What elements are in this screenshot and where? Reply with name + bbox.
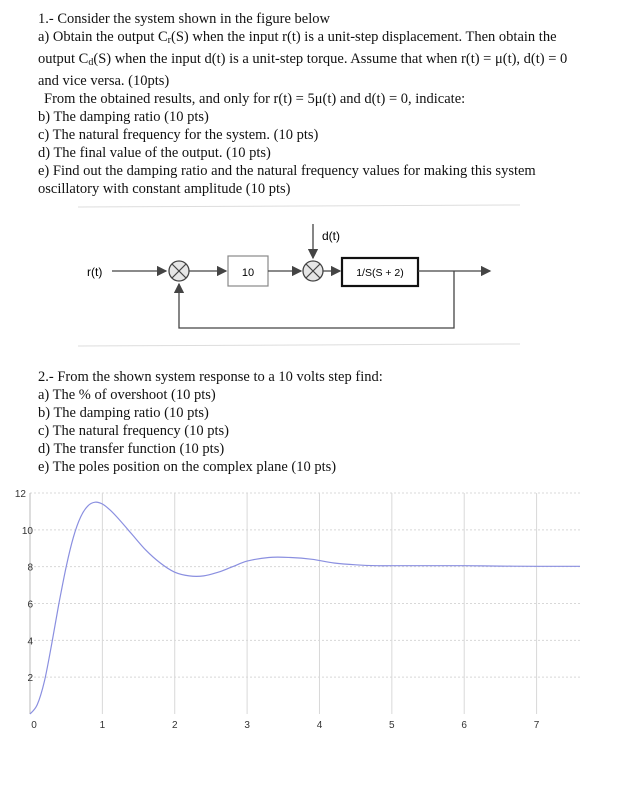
summing-junction-1 [169,261,189,281]
disturbance-label: d(t) [322,229,340,243]
q1-part-a-line1: a) Obtain the output $C_r(S)$ when the input r(t) is a unit-step displacement. Then obtain the [38,29,557,46]
q2-item-a: a) The % of overshoot (10 pts) [38,387,216,403]
q1-title: 1.- Consider the system shown in the figure below [38,11,330,27]
y-tick-label: 12 [14,489,26,500]
q1-part-c: c) The natural frequency for the system. (10 pts) [38,127,319,143]
response-curve [30,502,580,714]
x-tick-label: 2 [171,720,178,731]
gain-label: 10 [241,267,255,279]
x-tick-label: 6 [461,720,467,731]
figure-frame-top [78,205,520,207]
y-tick-label: 4 [27,636,33,648]
q2-item-c: c) The natural frequency (10 pts) [38,423,229,439]
x-tick-label: 5 [389,720,395,731]
y-tick-label: 10 [21,525,33,537]
q1-part-a-line2: output $C_d(S)$ when the input d(t) is a unit-step torque. Assume that when r(t) = μ(t), d(t) = 0 [38,51,568,68]
y-tick-label: 8 [27,562,33,574]
x-tick-label: 1 [99,720,106,731]
y-tick-label: 6 [27,599,33,611]
plant-label: 1/S(S + 2) [356,267,404,279]
question-2 [38,368,598,476]
y-tick-label: 2 [27,673,33,685]
figure-frame-bottom [78,344,520,346]
x-tick-label: 3 [244,720,250,731]
q1-part-e-line1: e) Find out the damping ratio and the natural frequency values for making this system [38,163,536,179]
q1-from-line: From the obtained results, and only for r(t) = 5μ(t) and d(t) = 0, indicate: [44,91,466,107]
q1-part-e-line2: oscillatory with constant amplitude (10 pts) [38,181,291,197]
q2-item-e: e) The poles position on the complex plane (10 pts) [38,459,337,475]
q2-title: 2.- From the shown system response to a 10 volts step find: [38,369,383,385]
x-tick-label: 7 [533,720,540,731]
x-tick-label: 0 [31,720,37,731]
q2-item-b: b) The damping ratio (10 pts) [38,405,209,421]
block-diagram [0,0,643,360]
q1-part-d: d) The final value of the output. (10 pts) [38,145,271,161]
input-label: r(t) [87,265,103,279]
q1-part-b: b) The damping ratio (10 pts) [38,109,209,125]
x-tick-labels [31,720,540,731]
q1-part-a-line3: and vice versa. (10pts) [38,73,170,89]
x-tick-label: 4 [316,720,323,731]
q2-item-d: d) The transfer function (10 pts) [38,441,225,457]
y-tick-labels [15,489,34,684]
summing-junction-2 [303,261,323,281]
chart-grid [30,493,580,714]
